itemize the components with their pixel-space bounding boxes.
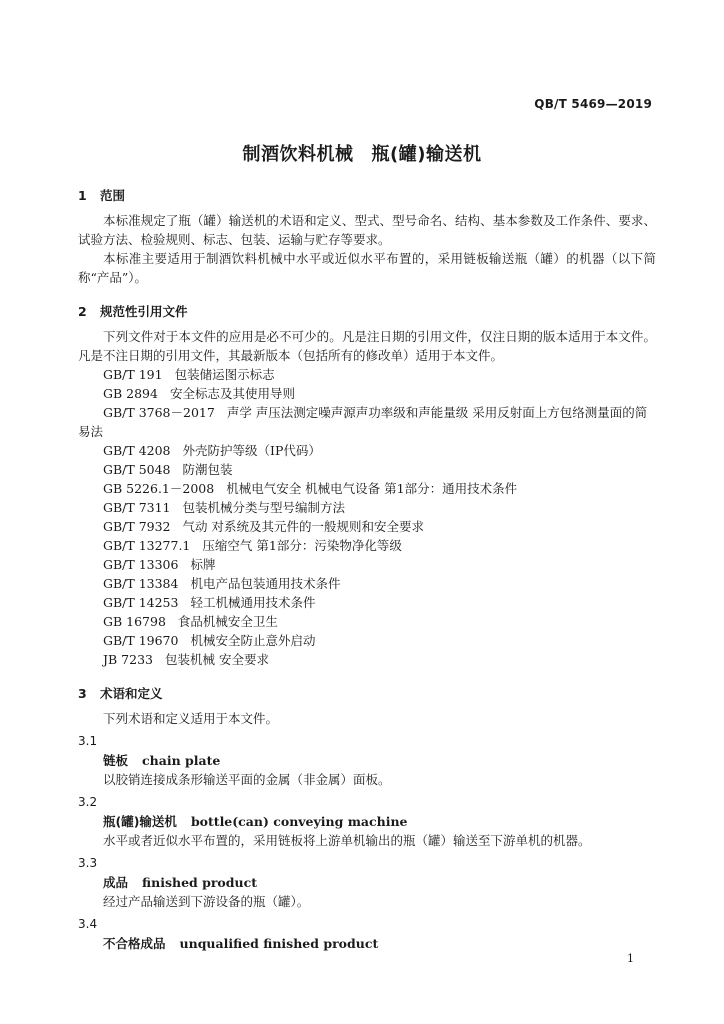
term-name bbox=[78, 812, 656, 831]
term-name bbox=[78, 751, 656, 770]
section-heading-refs: 2 规范性引用文件 bbox=[78, 304, 188, 319]
reference-title: 气动 对系统及其元件的一般规则和安全要求 bbox=[182, 519, 424, 534]
reference-code: GB/T 191 bbox=[103, 367, 163, 382]
term-name-zh: 成品 bbox=[103, 875, 129, 890]
term-number: 3.3 bbox=[78, 856, 98, 870]
reference-title: 轻工机械通用技术条件 bbox=[190, 595, 316, 610]
reference-item bbox=[78, 555, 656, 574]
reference-title: 防潮包装 bbox=[182, 462, 233, 477]
reference-item bbox=[78, 441, 656, 460]
reference-title: 标牌 bbox=[190, 557, 216, 572]
reference-item bbox=[78, 593, 656, 612]
document-title bbox=[0, 140, 724, 166]
reference-item bbox=[78, 650, 656, 669]
reference-item bbox=[78, 365, 656, 384]
reference-code: GB/T 13306 bbox=[103, 557, 179, 572]
reference-item bbox=[78, 384, 656, 403]
term-name-en: chain plate bbox=[142, 753, 221, 768]
reference-code: GB/T 5048 bbox=[103, 462, 171, 477]
reference-code: GB 2894 bbox=[103, 386, 158, 401]
section-heading-terms: 3 术语和定义 bbox=[78, 686, 163, 701]
reference-code: GB/T 7311 bbox=[103, 500, 171, 515]
term-name-en: finished product bbox=[142, 875, 257, 890]
document-body bbox=[78, 186, 656, 953]
term-name-en: bottle(can) conveying machine bbox=[190, 814, 408, 829]
reference-item bbox=[78, 612, 656, 631]
reference-code: GB 5226.1－2008 bbox=[103, 481, 215, 496]
terms-intro: 下列术语和定义适用于本文件。 bbox=[103, 711, 279, 726]
term-definition: 水平或者近似水平布置的，采用链板将上游单机输出的瓶（罐）输送至下游单机的机器。 bbox=[103, 833, 591, 848]
reference-title: 压缩空气 第1部分：污染物净化等级 bbox=[202, 538, 402, 553]
page-number: 1 bbox=[627, 952, 634, 965]
reference-title: 食品机械安全卫生 bbox=[177, 614, 278, 629]
reference-title: 机械电气安全 机械电气设备 第1部分：通用技术条件 bbox=[226, 481, 518, 496]
term-name bbox=[78, 873, 656, 892]
reference-code: GB/T 13277.1 bbox=[103, 538, 191, 553]
term-number: 3.4 bbox=[78, 917, 98, 931]
reference-code: GB/T 19670 bbox=[103, 633, 179, 648]
reference-title: 安全标志及其使用导则 bbox=[169, 386, 295, 401]
reference-code: GB/T 7932 bbox=[103, 519, 171, 534]
term-list bbox=[78, 732, 656, 953]
reference-title: 声学 声压法测定噪声源声功率级和声能量级 采用反射面上方包络测量面的简易法 bbox=[78, 405, 648, 439]
reference-item bbox=[78, 631, 656, 650]
reference-item bbox=[78, 479, 656, 498]
reference-code: GB/T 14253 bbox=[103, 595, 179, 610]
reference-title: 包装机械 安全要求 bbox=[164, 652, 269, 667]
reference-title: 机电产品包装通用技术条件 bbox=[190, 576, 341, 591]
refs-intro: 下列文件对于本文件的应用是必不可少的。凡是注日期的引用文件，仅注日期的版本适用于本文件。凡是不注日期的引用文件，其最新版本（包括所有的修改单）适用于本文件。 bbox=[78, 329, 656, 363]
section-heading-scope: 1 范围 bbox=[78, 188, 126, 203]
standard-number: QB/T 5469—2019 bbox=[534, 97, 652, 111]
scope-paragraph-1: 本标准规定了瓶（罐）输送机的术语和定义、型式、型号命名、结构、基本参数及工作条件、要求、试验方法、检验规则、标志、包装、运输与贮存等要求。 bbox=[78, 213, 656, 247]
reference-item bbox=[78, 403, 656, 441]
reference-item bbox=[78, 574, 656, 593]
reference-title: 包装机械分类与型号编制方法 bbox=[182, 500, 346, 515]
reference-title: 机械安全防止意外启动 bbox=[190, 633, 316, 648]
term-number: 3.1 bbox=[78, 734, 98, 748]
reference-code: GB/T 3768－2017 bbox=[103, 405, 215, 420]
scope-paragraph-2: 本标准主要适用于制酒饮料机械中水平或近似水平布置的，采用链板输送瓶（罐）的机器（以下简称“产品”）。 bbox=[78, 251, 656, 285]
term-name-zh: 链板 bbox=[103, 753, 129, 768]
term-number: 3.2 bbox=[78, 795, 98, 809]
reference-code: JB 7233 bbox=[103, 652, 153, 667]
reference-item bbox=[78, 517, 656, 536]
term-definition: 以胶销连接成条形输送平面的金属（非金属）面板。 bbox=[103, 772, 391, 787]
reference-title: 外壳防护等级（IP代码） bbox=[182, 443, 321, 458]
term-name-en: unqualified finished product bbox=[179, 936, 379, 951]
term-definition: 经过产品输送到下游设备的瓶（罐）。 bbox=[103, 894, 310, 909]
term-name-zh: 不合格成品 bbox=[103, 936, 166, 951]
reference-code: GB/T 4208 bbox=[103, 443, 171, 458]
term-name-zh: 瓶(罐)输送机 bbox=[103, 814, 177, 829]
reference-title: 包装储运图示标志 bbox=[174, 367, 275, 382]
title-part-1: 制酒饮料机械 bbox=[242, 144, 354, 165]
reference-item bbox=[78, 460, 656, 479]
reference-list bbox=[78, 365, 656, 669]
reference-item bbox=[78, 536, 656, 555]
term-name bbox=[78, 934, 656, 953]
reference-item bbox=[78, 498, 656, 517]
reference-code: GB 16798 bbox=[103, 614, 166, 629]
reference-code: GB/T 13384 bbox=[103, 576, 179, 591]
title-part-2: 瓶(罐)输送机 bbox=[371, 144, 482, 165]
